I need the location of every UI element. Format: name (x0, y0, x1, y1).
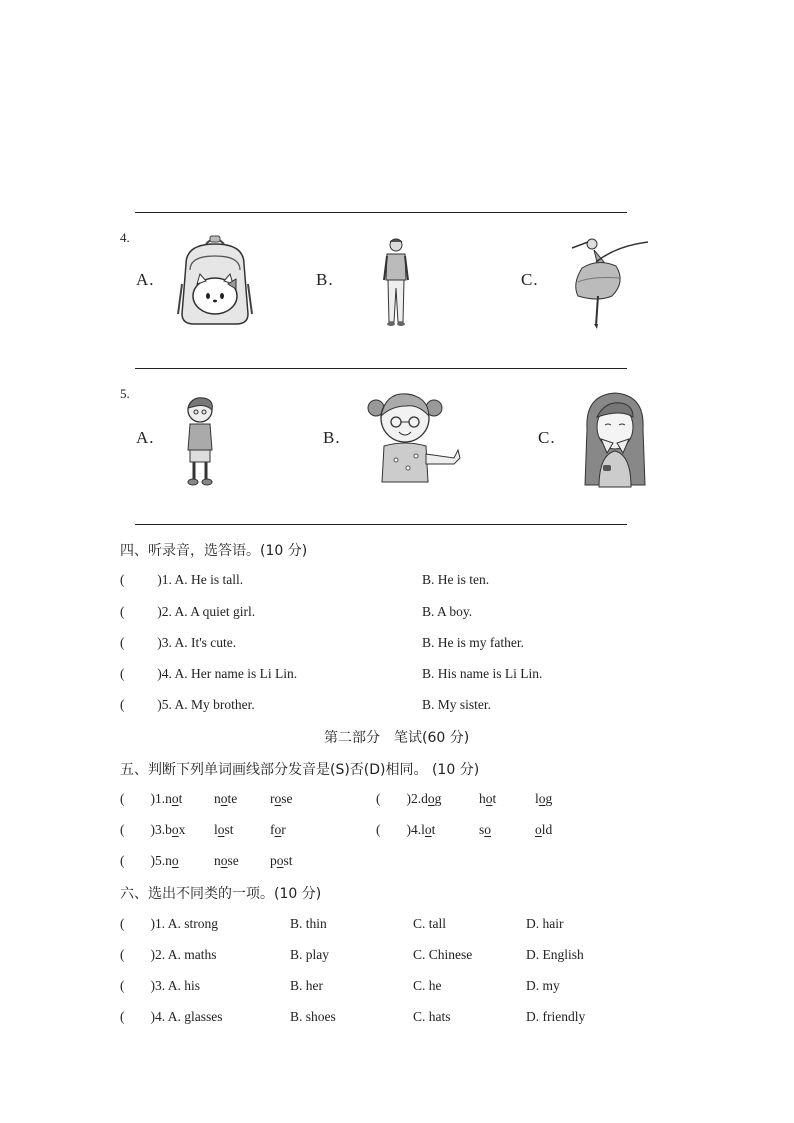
option-a: 4. A. Her name is Li Lin. (161, 666, 298, 681)
word: so (479, 822, 492, 837)
word: rose (270, 791, 293, 806)
list-item: ( )3. A. his (120, 978, 201, 993)
option-b: B. play (290, 947, 329, 962)
option-c: C. hats (413, 1009, 451, 1024)
option-label-a: A. (136, 270, 155, 289)
word: nose (214, 853, 239, 868)
word: no (165, 853, 179, 868)
answer-paren-close: ) (157, 604, 162, 619)
answer-paren-open: ( (120, 697, 125, 712)
option-c: C. Chinese (413, 947, 473, 962)
small-boy-image (180, 394, 220, 488)
word: note (214, 791, 238, 806)
option-a: 2. A. A quiet girl. (161, 604, 256, 619)
option-a: 1. A. strong (155, 916, 219, 931)
list-item (120, 635, 236, 651)
word: for (270, 822, 286, 837)
option-d: D. my (526, 978, 560, 993)
phonics-item: ( )5.no (120, 853, 179, 868)
word: post (270, 853, 293, 868)
section-6-title: 六、选出不同类的一项。(10 分) (120, 886, 322, 902)
part-2-title: 第二部分 笔试(60 分) (324, 730, 470, 746)
option-a: 2. A. maths (155, 947, 217, 962)
option-b: B. shoes (290, 1009, 336, 1024)
ballet-dancer-image (568, 232, 652, 330)
answer-paren-open: ( (120, 572, 125, 587)
option-label-a: A. (136, 428, 155, 447)
option-a: 5. A. My brother. (161, 697, 255, 712)
answer-paren-open: ( (120, 635, 125, 650)
section-5-title: 五、判断下列单词画线部分发音是(S)否(D)相同。 (10 分) (120, 762, 480, 778)
standing-man-image (378, 236, 414, 328)
word: dog (421, 791, 442, 806)
option-a: 3. A. It's cute. (161, 635, 237, 650)
option-b: B. her (290, 978, 323, 993)
option-d: D. English (526, 947, 584, 962)
list-item: ( )4. A. glasses (120, 1009, 223, 1024)
question-number: 5. (120, 386, 130, 401)
option-b: B. He is my father. (422, 635, 524, 650)
phonics-item: ( )4.lot (376, 822, 436, 837)
option-c: C. he (413, 978, 442, 993)
answer-paren-close: ) (157, 572, 162, 587)
option-d: D. friendly (526, 1009, 586, 1024)
word: old (535, 822, 553, 837)
option-b: B. A boy. (422, 604, 473, 619)
option-label-c: C. (521, 270, 539, 289)
word: hot (479, 791, 497, 806)
phonics-item: ( )3.box (120, 822, 186, 837)
option-b: B. He is ten. (422, 572, 490, 587)
list-item (120, 604, 255, 620)
word: lost (214, 822, 234, 837)
answer-paren-open: ( (120, 666, 125, 681)
option-b: B. My sister. (422, 697, 492, 712)
backpack-image (176, 234, 254, 326)
phonics-item: ( )2.dog (376, 791, 442, 806)
answer-paren-close: ) (157, 697, 162, 712)
phonics-item: ( )1.not (120, 791, 183, 806)
answer-paren-close: ) (157, 666, 162, 681)
list-item (120, 572, 243, 588)
word: not (165, 791, 183, 806)
word: lot (421, 822, 436, 837)
shy-girl-image (581, 389, 649, 489)
girl-with-glasses-image (366, 388, 462, 486)
list-item: ( )2. A. maths (120, 947, 217, 962)
option-label-b: B. (316, 270, 334, 289)
answer-paren-open: ( (120, 604, 125, 619)
option-a: 1. A. He is tall. (161, 572, 244, 587)
word: box (165, 822, 186, 837)
question-number: 4. (120, 230, 130, 245)
option-a: 3. A. his (155, 978, 201, 993)
divider-line (135, 368, 627, 369)
word: log (535, 791, 553, 806)
divider-line (135, 524, 627, 525)
option-b: B. His name is Li Lin. (422, 666, 543, 681)
section-4-title: 四、听录音，选答语。(10 分) (120, 543, 308, 559)
list-item (120, 697, 255, 713)
option-a: 4. A. glasses (155, 1009, 223, 1024)
option-b: B. thin (290, 916, 327, 931)
list-item (120, 666, 297, 682)
option-label-c: C. (538, 428, 556, 447)
option-label-b: B. (323, 428, 341, 447)
answer-paren-close: ) (157, 635, 162, 650)
divider-line (135, 212, 627, 213)
list-item: ( )1. A. strong (120, 916, 219, 931)
option-c: C. tall (413, 916, 446, 931)
option-d: D. hair (526, 916, 564, 931)
